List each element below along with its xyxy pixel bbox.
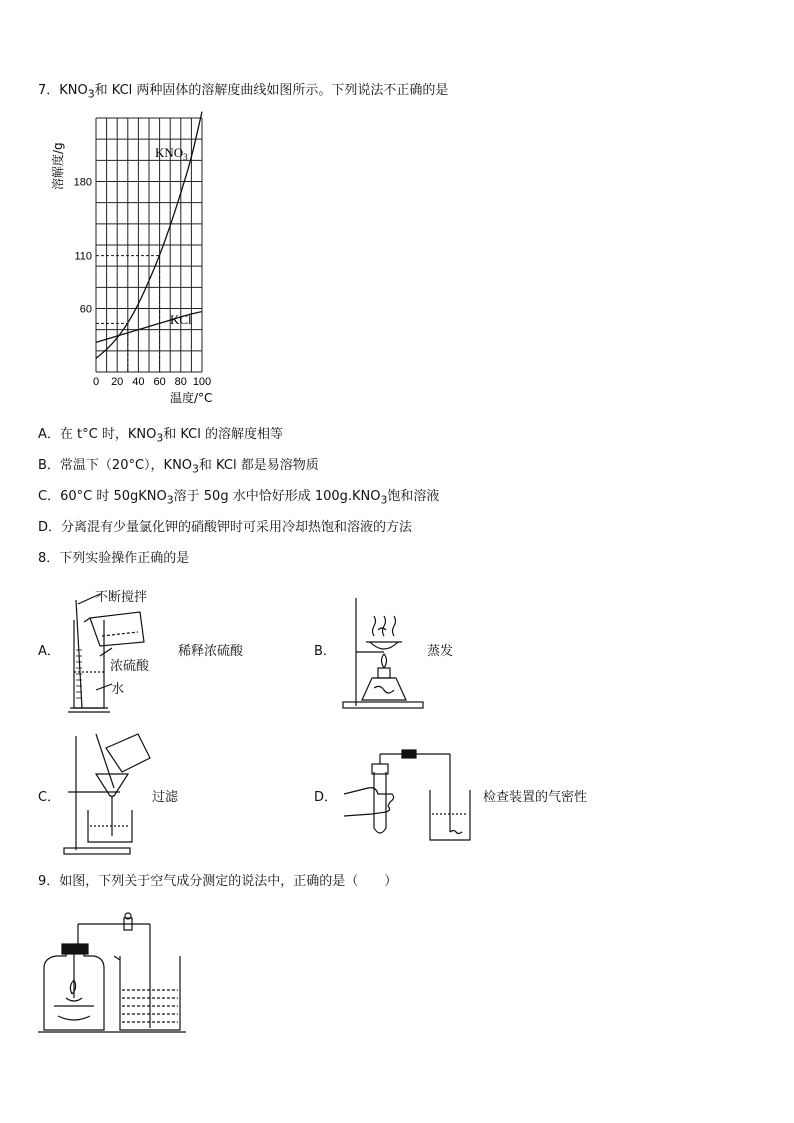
x-tick-label: 20 bbox=[111, 376, 124, 388]
q8-b-letter: B． bbox=[314, 644, 336, 659]
q8-b-caption: 蒸发 bbox=[427, 644, 454, 659]
kcl-curve-label: KCl bbox=[170, 312, 192, 327]
q8-c-caption: 过滤 bbox=[152, 790, 179, 805]
x-tick-label: 60 bbox=[153, 376, 166, 388]
y-tick-label: 180 bbox=[73, 176, 92, 189]
kno3-curve-label: $KNO_3$ bbox=[155, 145, 188, 162]
q9-stem: 9．如图，下列关于空气成分测定的说法中，正确的是（ ） bbox=[38, 874, 398, 889]
x-tick-label: 100 bbox=[192, 376, 212, 388]
air-composition-apparatus bbox=[38, 910, 198, 1050]
label-stirring: 不断搅拌 bbox=[95, 590, 148, 605]
q7-stem-formula: KNO bbox=[59, 83, 88, 98]
q7-stem: 7．$KNO_3$和 KCl 两种固体的溶解度曲线如图所示。下列说法不正确的是 bbox=[38, 83, 449, 101]
chart-xlabel: 温度/°C bbox=[170, 391, 213, 405]
q7-option-c: C．60°C 时 50gKNO$_3$溶于 50g 水中恰好形成 $100g.KNO_3$饱和溶液 bbox=[38, 489, 440, 507]
x-tick-label: 0 bbox=[92, 376, 100, 388]
x-tick-label: 40 bbox=[132, 376, 145, 388]
q8-d-caption: 检查装置的气密性 bbox=[483, 790, 588, 805]
q8-c-letter: C． bbox=[38, 790, 61, 805]
chart-ylabel: 溶解度/g bbox=[51, 142, 65, 190]
q8-a-letter: A． bbox=[38, 644, 60, 659]
y-tick-label: 60 bbox=[79, 303, 92, 316]
q7-option-b: B．常温下（20°C），$KNO_3$和 KCl 都是易溶物质 bbox=[38, 458, 319, 476]
q8-d-letter: D． bbox=[314, 790, 338, 805]
label-water: 水 bbox=[111, 682, 125, 697]
label-conc-acid: 浓硫酸 bbox=[110, 659, 150, 674]
chart-ticks bbox=[74, 177, 212, 389]
x-tick-label: 80 bbox=[174, 376, 187, 388]
solubility-chart bbox=[0, 0, 794, 420]
q7-option-a: A．在 t°C 时，$KNO_3$和 KCl 的溶解度相等 bbox=[38, 427, 283, 445]
q7-option-d: D．分离混有少量氯化钾的硝酸钾时可采用冷却热饱和溶液的方法 bbox=[38, 520, 413, 535]
q8-stem: 8．下列实验操作正确的是 bbox=[38, 551, 190, 566]
airtightness-figure bbox=[342, 748, 472, 848]
q8-a-caption: 稀释浓硫酸 bbox=[178, 644, 244, 659]
y-tick-label: 110 bbox=[74, 250, 92, 263]
